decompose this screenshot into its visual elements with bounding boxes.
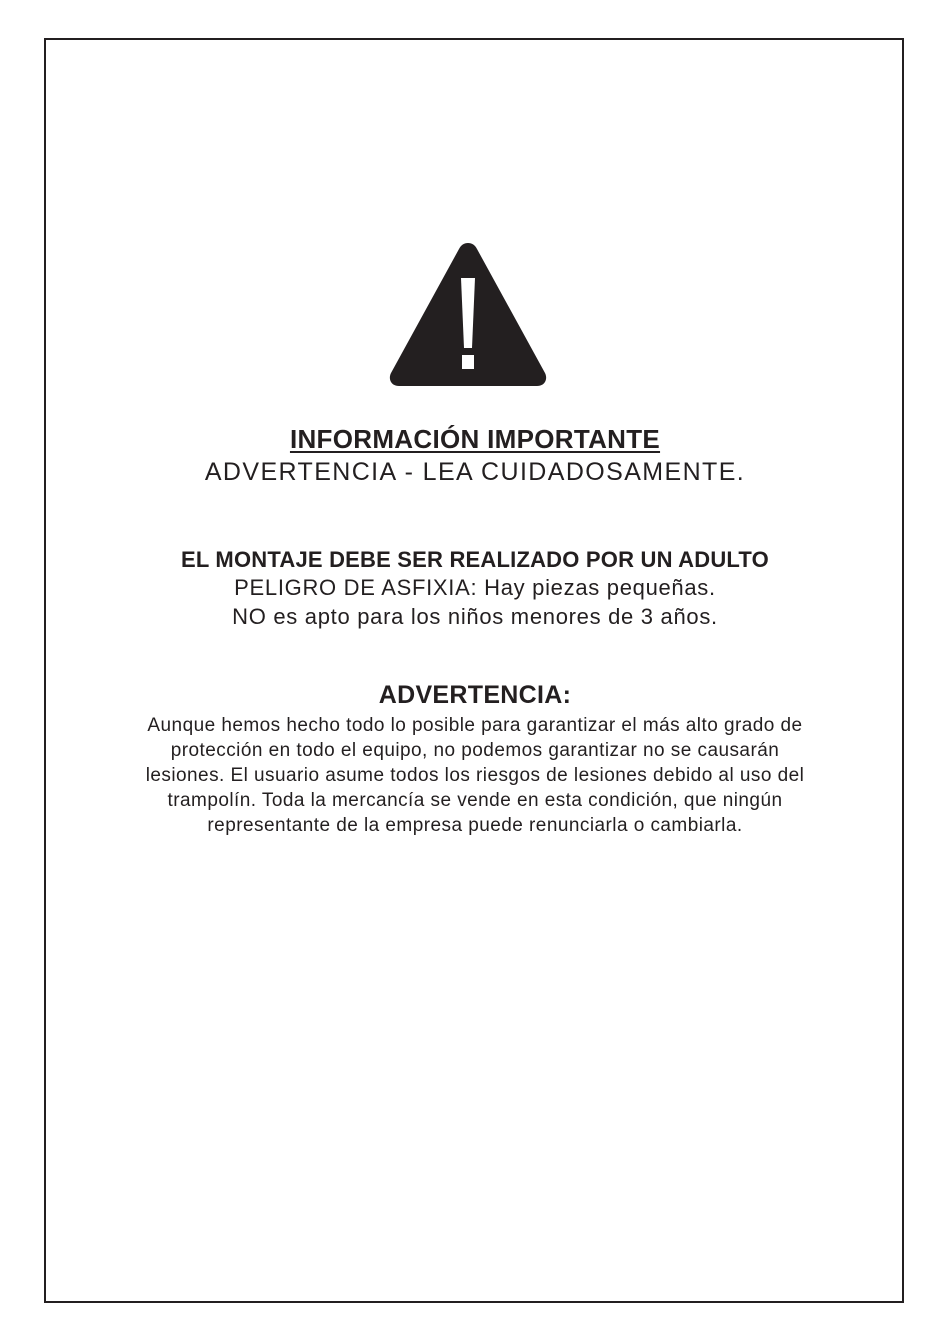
warning-line: representante de la empresa puede renunciarla o cambiarla. bbox=[207, 815, 743, 836]
warning-triangle-icon bbox=[388, 240, 548, 388]
warning-heading: ADVERTENCIA: bbox=[378, 681, 572, 709]
warning-paragraph bbox=[60, 713, 890, 838]
warning-line: lesiones. El usuario asume todos los riesgos de lesiones debido al uso del bbox=[145, 765, 805, 786]
warning-line: Aunque hemos hecho todo lo posible para garantizar el más alto grado de bbox=[147, 715, 803, 736]
notice-title: INFORMACIÓN IMPORTANTE bbox=[289, 424, 661, 454]
choking-hazard-text: PELIGRO DE ASFIXIA: Hay piezas pequeñas. bbox=[234, 575, 716, 600]
page-border bbox=[44, 38, 904, 1303]
adult-assembly-notice: EL MONTAJE DEBE SER REALIZADO POR UN ADULTO bbox=[181, 547, 769, 572]
notice-subtitle: ADVERTENCIA - LEA CUIDADOSAMENTE. bbox=[204, 458, 746, 486]
age-restriction-text: NO es apto para los niños menores de 3 años. bbox=[232, 604, 718, 629]
warning-line: protección en todo el equipo, no podemos garantizar no se causarán bbox=[170, 740, 780, 761]
warning-line: trampolín. Toda la mercancía se vende en esta condición, que ningún bbox=[167, 790, 783, 811]
